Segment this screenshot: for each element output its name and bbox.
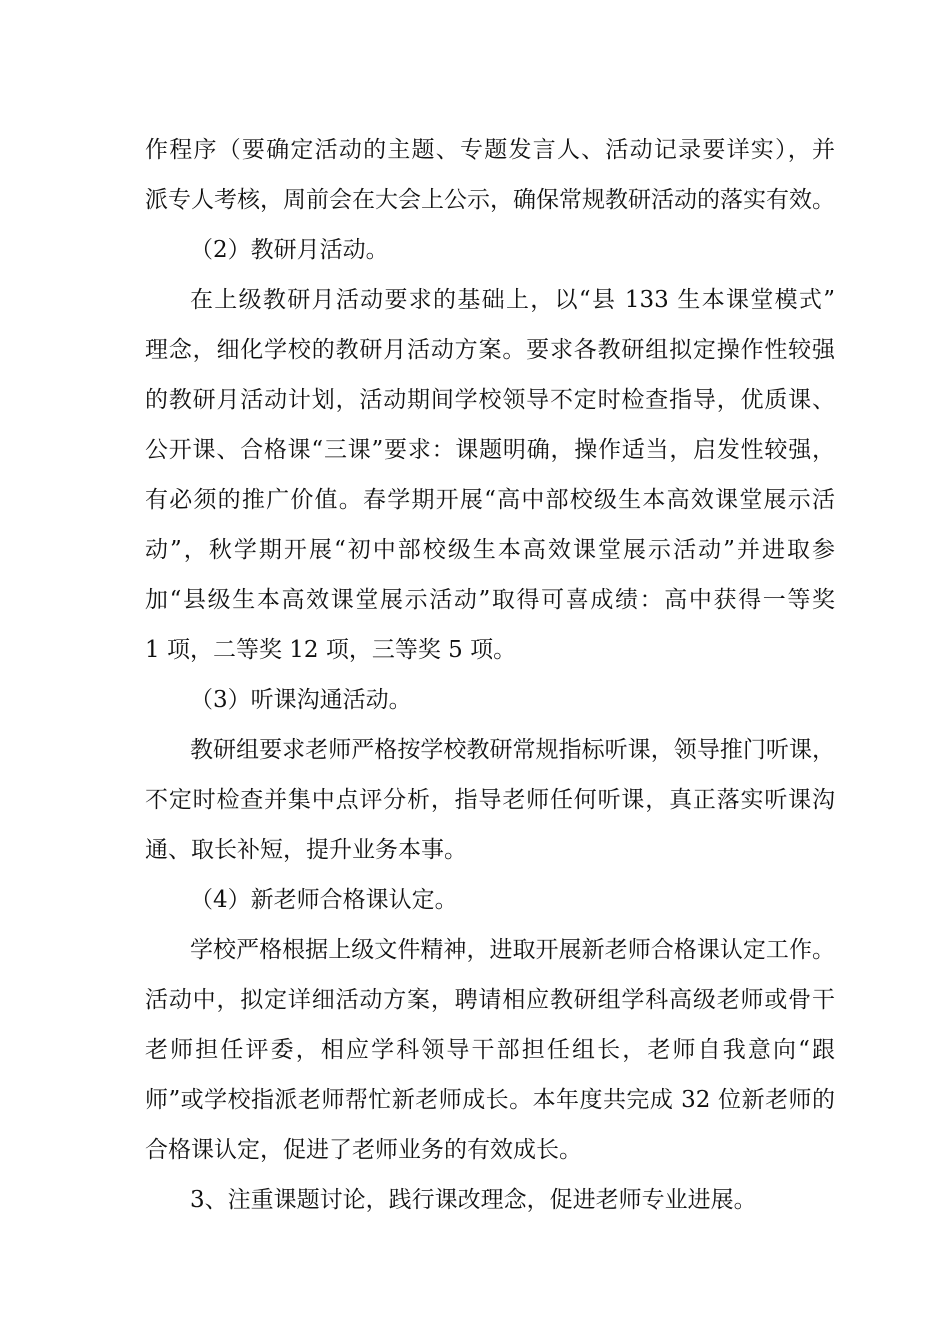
paragraph-line: 公开课、合格课“三课”要求：课题明确，操作适当，启发性较强， — [145, 437, 835, 463]
paragraph-line: 有必须的推广价值。春学期开展“高中部校级生本高效课堂展示活 — [145, 487, 835, 513]
section-heading: （4）新老师合格课认定。 — [190, 887, 458, 913]
paragraph-line: 派专人考核，周前会在大会上公示，确保常规教研活动的落实有效。 — [145, 187, 835, 213]
paragraph-line: 教研组要求老师严格按学校教研常规指标听课，领导推门听课， — [190, 737, 835, 763]
paragraph-line: 不定时检查并集中点评分析，指导老师任何听课，真正落实听课沟 — [145, 787, 835, 813]
paragraph-line: 活动中，拟定详细活动方案，聘请相应教研组学科高级老师或骨干 — [145, 987, 835, 1013]
section-heading: 3、注重课题讨论，践行课改理念，促进老师专业进展。 — [190, 1187, 757, 1213]
paragraph-line: 在上级教研月活动要求的基础上，以“县 133 生本课堂模式” — [190, 287, 835, 313]
section-heading: （3）听课沟通活动。 — [190, 687, 412, 713]
paragraph-line: 1 项，二等奖 12 项，三等奖 5 项。 — [145, 637, 517, 663]
paragraph-line: 加“县级生本高效课堂展示活动”取得可喜成绩：高中获得一等奖 — [145, 587, 835, 613]
paragraph-line: 学校严格根据上级文件精神，进取开展新老师合格课认定工作。 — [190, 937, 835, 963]
paragraph-line: 老师担任评委，相应学科领导干部担任组长，老师自我意向“跟 — [145, 1037, 835, 1063]
paragraph-line: 作程序（要确定活动的主题、专题发言人、活动记录要详实），并 — [145, 137, 835, 163]
paragraph-line: 理念，细化学校的教研月活动方案。要求各教研组拟定操作性较强 — [145, 337, 835, 363]
section-heading: （2）教研月活动。 — [190, 237, 389, 263]
paragraph-line: 的教研月活动计划，活动期间学校领导不定时检查指导，优质课、 — [145, 387, 835, 413]
paragraph-line: 师”或学校指派老师帮忙新老师成长。本年度共完成 32 位新老师的 — [145, 1087, 835, 1113]
paragraph-line: 合格课认定，促进了老师业务的有效成长。 — [145, 1137, 582, 1163]
paragraph-line: 通、取长补短，提升业务本事。 — [145, 837, 467, 863]
paragraph-line: 动”，秋学期开展“初中部校级生本高效课堂展示活动”并进取参 — [145, 537, 835, 563]
